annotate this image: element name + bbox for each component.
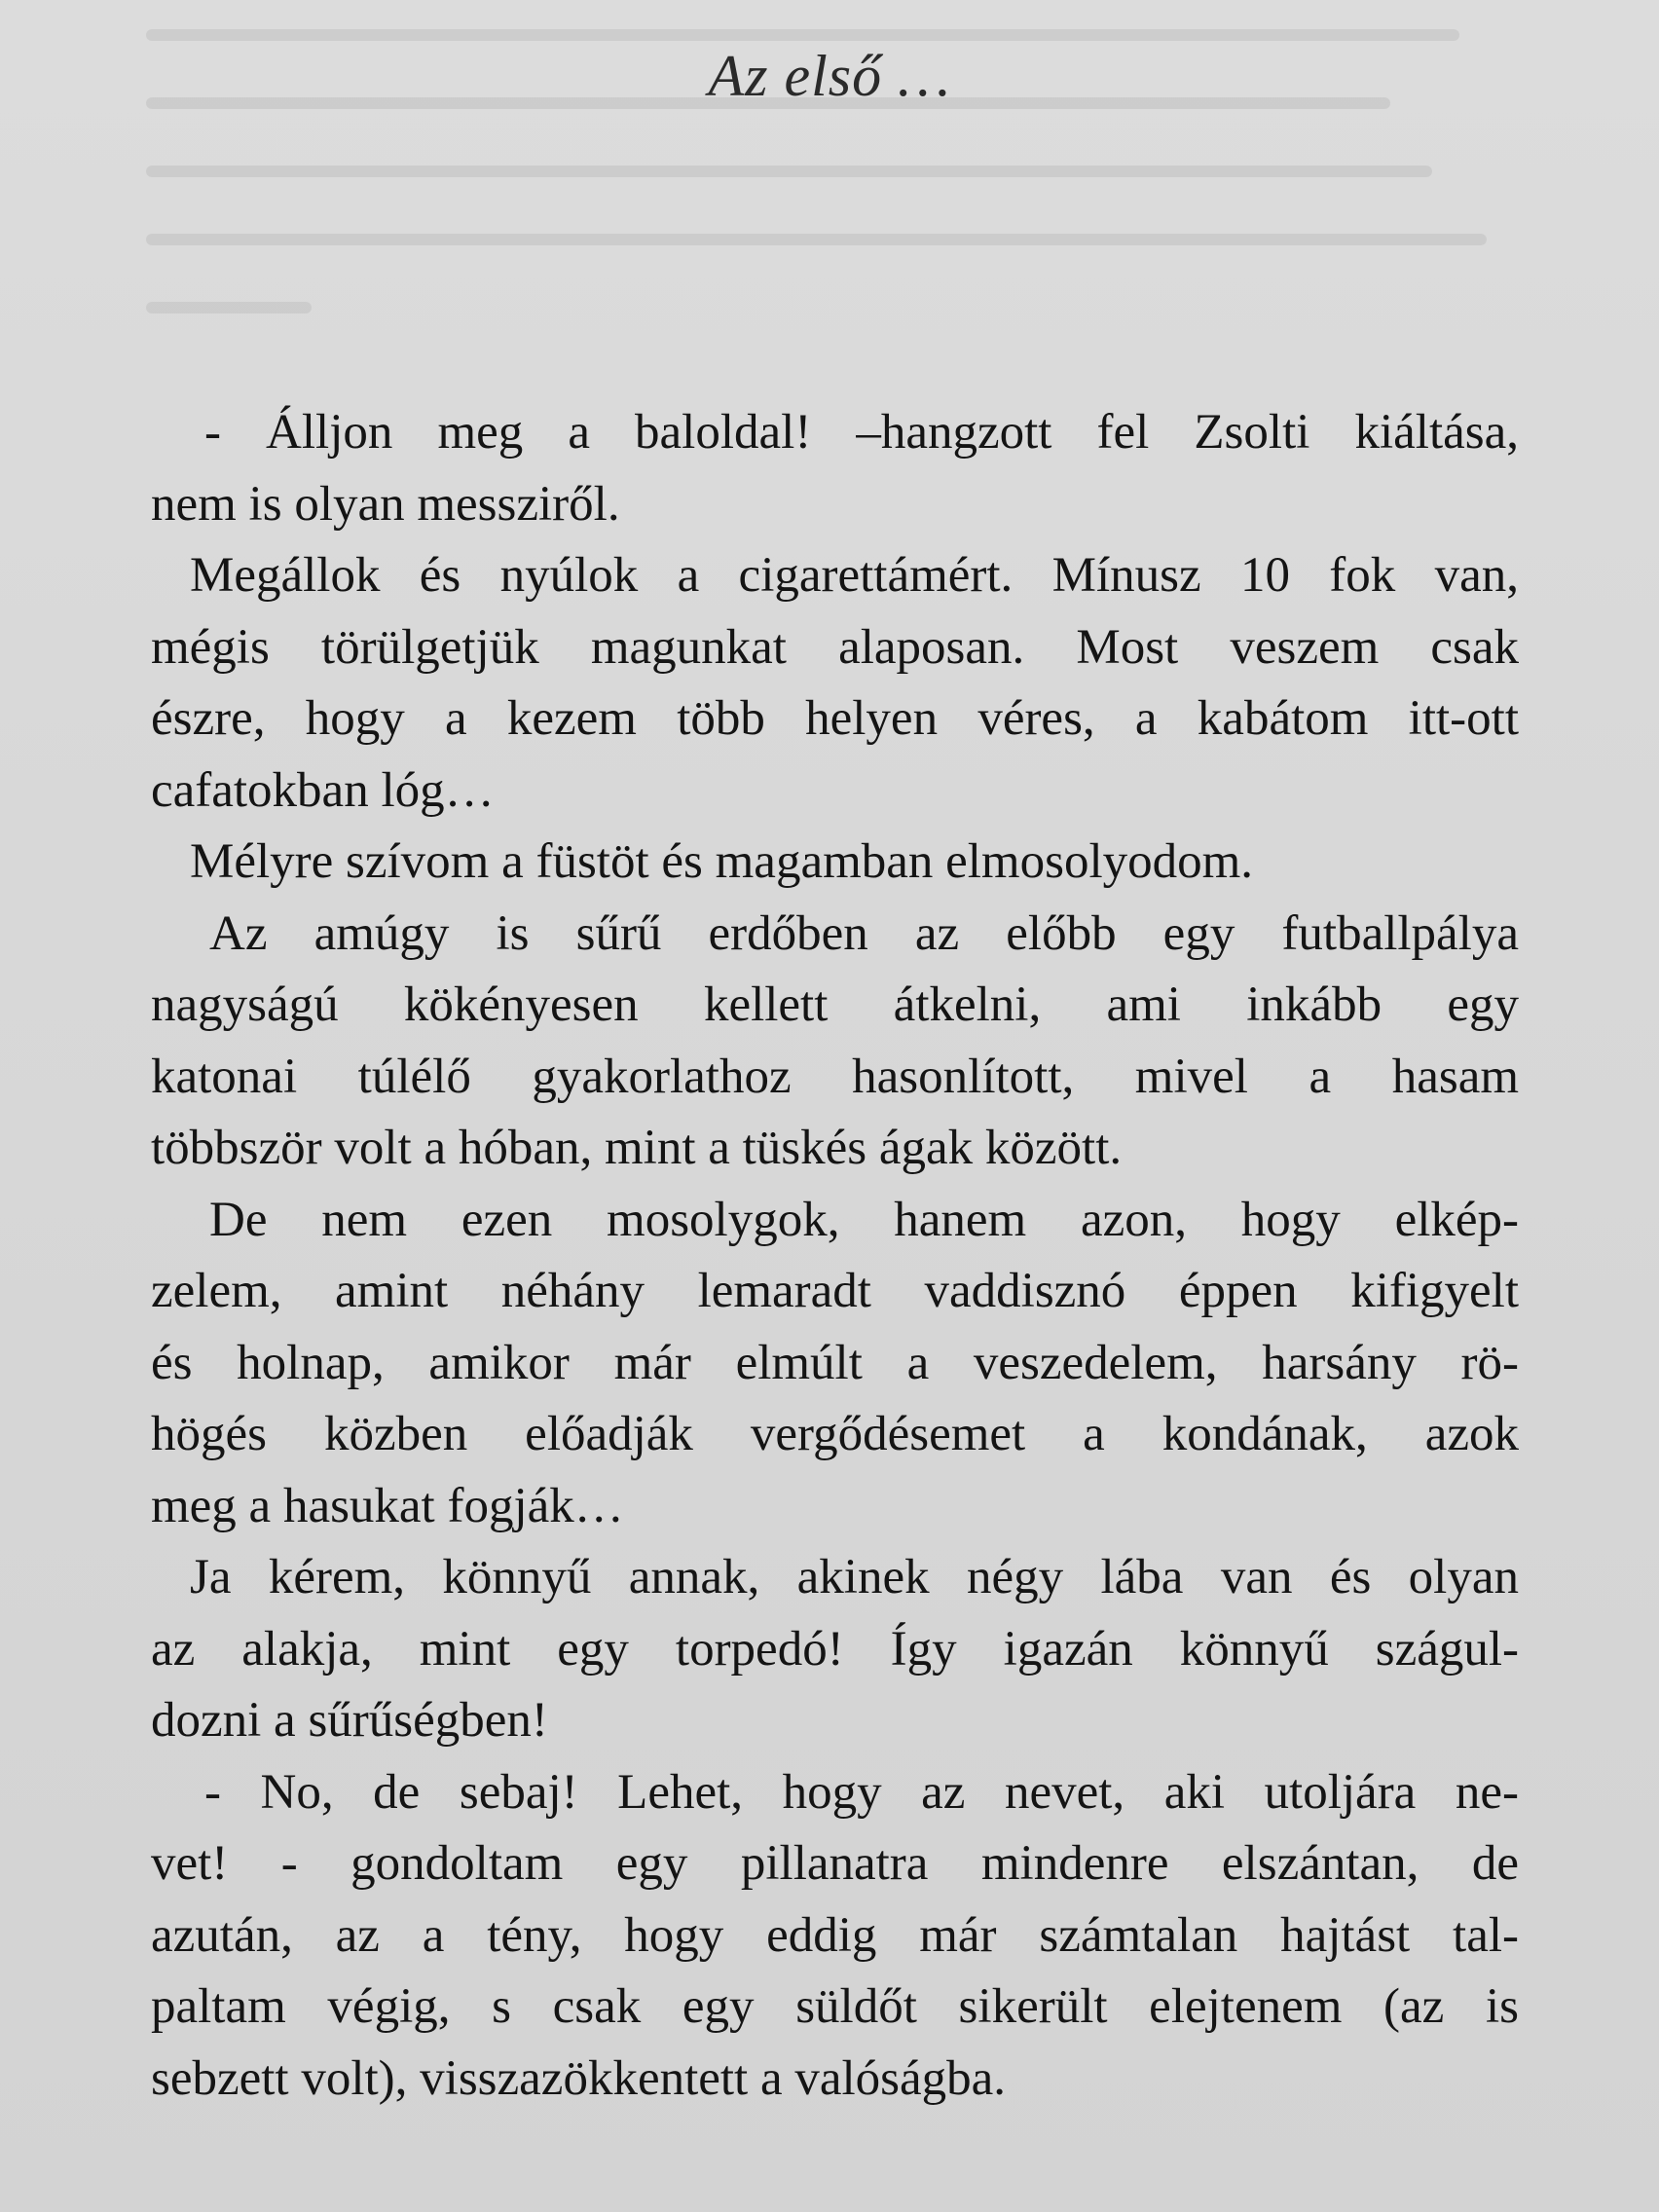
text-line: nagyságú kökényesen kellett átkelni, ami inkább egy bbox=[151, 977, 1519, 1032]
text-line: meg a hasukat fogják… bbox=[151, 1478, 624, 1533]
text-line: högés közben előadják vergődésemet a kondának, azok bbox=[151, 1407, 1519, 1461]
running-head: Az első … bbox=[708, 44, 951, 108]
text-line: - No, de sebaj! Lehet, hogy az nevet, aki utoljára ne- bbox=[204, 1764, 1519, 1820]
text-line: észre, hogy a kezem több helyen véres, a kabátom itt-ott bbox=[151, 691, 1519, 746]
text-line: Ja kérem, könnyű annak, akinek négy lába van és olyan bbox=[190, 1550, 1519, 1604]
text-line: mégis törülgetjük magunkat alaposan. Most veszem csak bbox=[151, 619, 1519, 675]
text-line: katonai túlélő gyakorlathoz hasonlított, mivel a hasam bbox=[151, 1049, 1519, 1104]
text-line: sebzett volt), visszazökkentett a valóságba. bbox=[151, 2050, 1007, 2106]
text-line: dozni a sűrűségben! bbox=[151, 1693, 548, 1748]
watermark-strip bbox=[0, 2191, 389, 2212]
text-line: paltam végig, s csak egy süldőt sikerült elejtenem (az is bbox=[151, 1979, 1519, 2034]
text-line: - Álljon meg a baloldal! –hangzott fel Zsolti kiáltása, bbox=[204, 405, 1519, 460]
text-line: azután, az a tény, hogy eddig már számtalan hajtást tal- bbox=[151, 1907, 1519, 1963]
text-line: nem is olyan messziről. bbox=[151, 476, 620, 532]
text-line: zelem, amint néhány lemaradt vaddisznó éppen kifigyelt bbox=[151, 1264, 1519, 1318]
text-line: és holnap, amikor már elmúlt a veszedelem, harsány rö- bbox=[151, 1335, 1519, 1390]
text-line: cafatokban lóg… bbox=[151, 762, 495, 818]
text-line: többször volt a hóban, mint a tüskés ágak között. bbox=[151, 1121, 1123, 1175]
text-line: Megállok és nyúlok a cigarettámért. Mínusz 10 fok van, bbox=[190, 548, 1519, 603]
text-line: Mélyre szívom a füstöt és magamban elmosolyodom. bbox=[190, 834, 1254, 889]
text-line: Az amúgy is sűrű erdőben az előbb egy futballpálya bbox=[209, 905, 1519, 961]
text-line: az alakja, mint egy torpedó! Így igazán könnyű szágul- bbox=[151, 1621, 1519, 1677]
text-line: vet! - gondoltam egy pillanatra mindenre elszántan, de bbox=[151, 1836, 1519, 1891]
text-line: De nem ezen mosolygok, hanem azon, hogy elkép- bbox=[209, 1192, 1519, 1247]
body-text bbox=[151, 397, 1519, 2115]
